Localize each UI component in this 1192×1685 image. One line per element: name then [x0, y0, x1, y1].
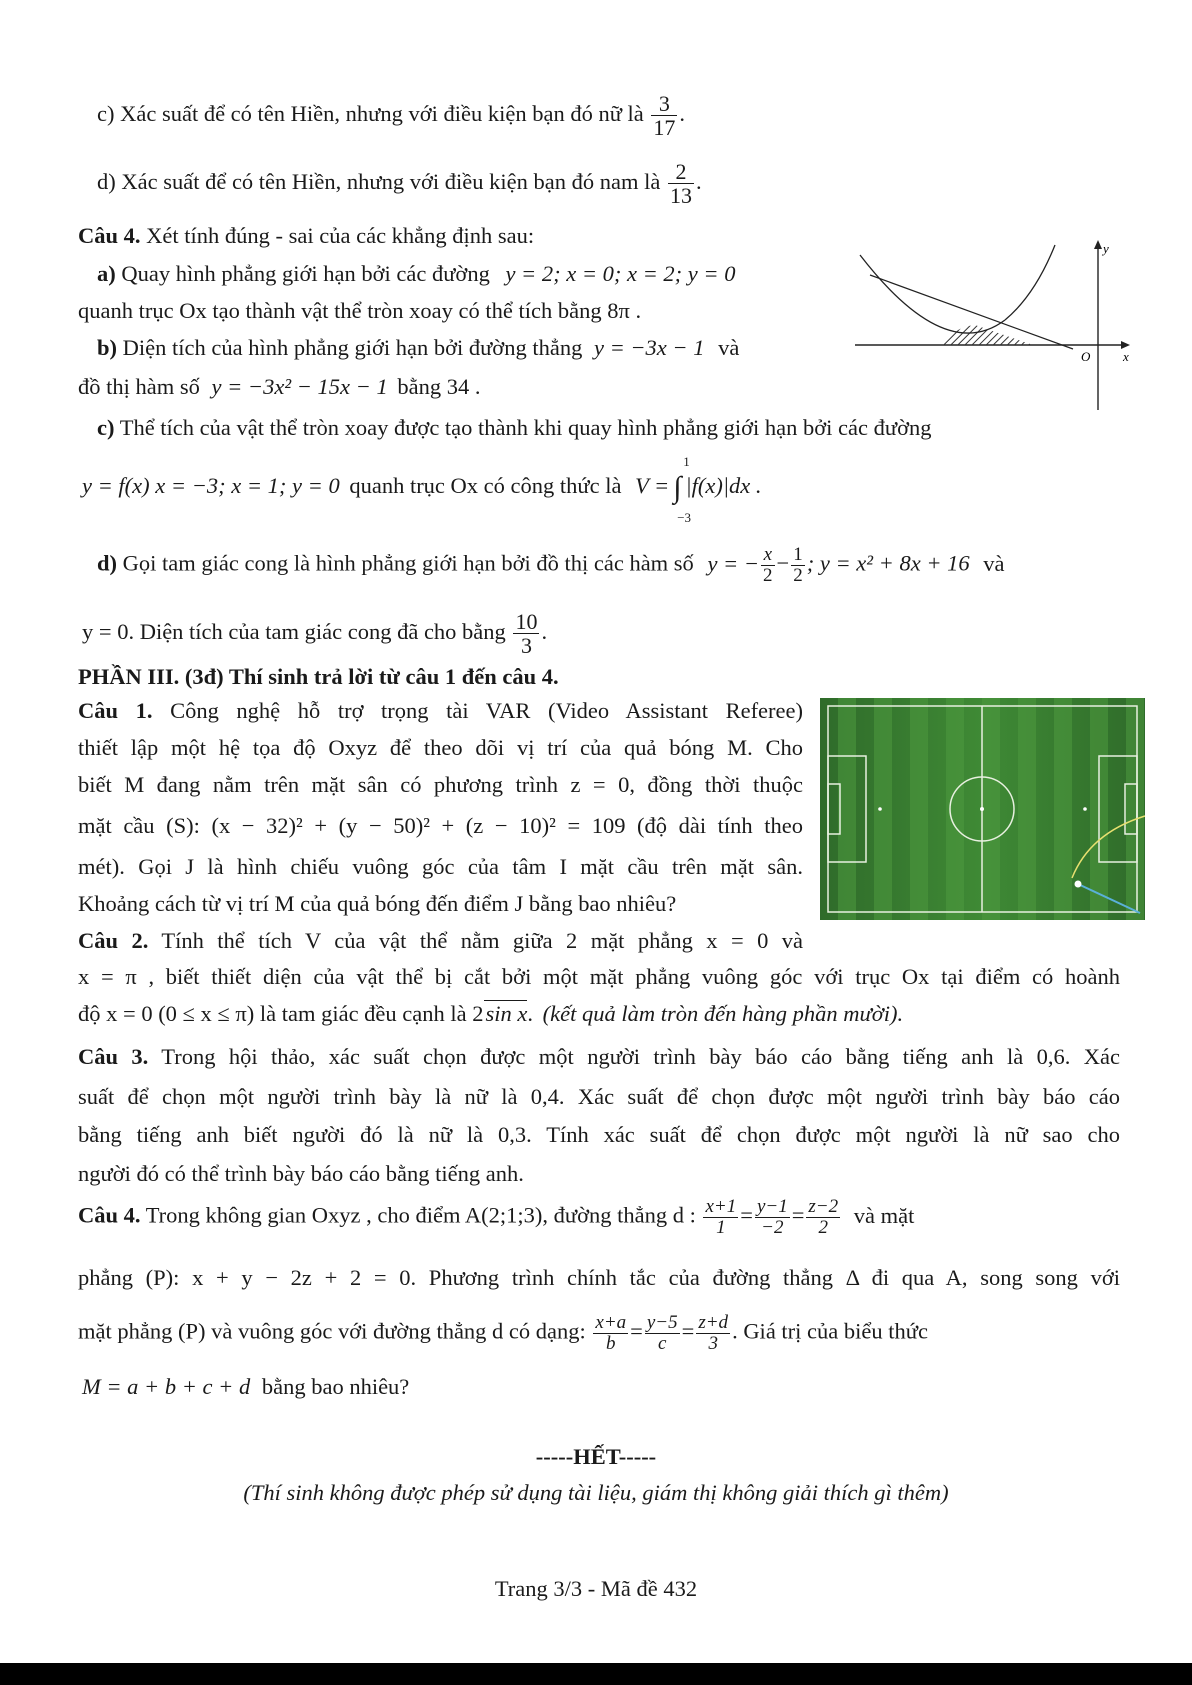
p4-line2: phẳng (P): x + y − 2z + 2 = 0. Phương trình chính tắc của đường thẳng Δ đi qua A, song song với [78, 1265, 1120, 1290]
p4-line3: mặt phẳng (P) và vuông góc với đường thẳng d có dạng: $\frac{x+a}{b}$ = $\frac{y-5}{c}$ = $\frac{z+d}{3}$ . Giá trị của biểu thức [78, 1312, 928, 1354]
part3-heading: PHẦN III. (3đ) Thí sinh trả lời từ câu 1 đến câu 4. [78, 664, 559, 689]
svg-text:O: O [1081, 349, 1091, 364]
p4-line4: M = a + b + c + d bằng bao nhiêu? [82, 1374, 410, 1399]
p3-line4: người đó có thể trình bày báo cáo bằng tiếng anh. [78, 1161, 524, 1186]
p1-line6: Khoảng cách từ vị trí M của quả bóng đến điểm J bằng bao nhiêu? [78, 891, 677, 916]
svg-text:x: x [1123, 349, 1129, 364]
page-footer: Trang 3/3 - Mã đề 432 [494, 1576, 698, 1601]
fraction: $\frac{2}{13}$ [669, 159, 692, 209]
ball [1075, 881, 1082, 888]
p4-line1: Câu 4. Trong không gian Oxyz , cho điểm A(2;1;3), đường thẳng d : $\frac{x+1}{1}$ = $\frac{y-1}{-2}$ = $\frac{z-2}{2}$ và mặt [78, 1196, 915, 1238]
q4-option-b-line2: đồ thị hàm số y = −3x² − 15x − 1 bằng 34 . [78, 374, 481, 399]
p2-line3: độ x = 0 (0 ≤ x ≤ π) là tam giác đều cạnh là 2sin x. (kết quả làm tròn đến hàng phần mười). [78, 1001, 904, 1026]
end-note: (Thí sinh không được phép sử dụng tài liệu, giám thị không giải thích gì thêm) [243, 1480, 949, 1505]
p3-line3: bằng tiếng anh biết người đó là nữ là 0,3. Tính xác suất để chọn được một người là nữ sao cho [78, 1122, 1120, 1147]
p1-line3: biết M đang nằm trên mặt sân có phương trình z = 0, đồng thời thuộc [78, 772, 803, 797]
fraction: $\frac{3}{17}$ [653, 91, 676, 141]
p3-line2: suất để chọn một người trình bày là nữ là 0,4. Xác suất để chọn được một người trình bày báo cáo [78, 1084, 1120, 1109]
q4-option-d-line2: y = 0. Diện tích của tam giác cong đã cho bằng $\frac{10}{3}$ . [82, 609, 548, 659]
football-field-image [820, 698, 1145, 920]
q4-option-b: b) Diện tích của hình phẳng giới hạn bởi đường thẳng y = −3x − 1 và [97, 335, 740, 360]
q3-option-c: c) Xác suất để có tên Hiền, nhưng với điều kiện bạn đó nữ là $\frac{3}{17}$ . [97, 91, 686, 141]
p1-line1: Câu 1. Công nghệ hỗ trợ trọng tài VAR (Video Assistant Referee) [78, 698, 804, 723]
svg-text:y: y [1103, 241, 1109, 256]
p2-line2: x = π , biết thiết diện của vật thể bị cắt bởi một mặt phẳng vuông góc với trục Ox tại điểm có hoành [78, 964, 1120, 989]
q4-option-a: a) Quay hình phẳng giới hạn bởi các đường y = 2; x = 0; x = 2; y = 0 [97, 261, 736, 286]
bottom-edge-band [0, 1663, 1192, 1685]
p1-line5: mét). Gọi J là hình chiếu vuông góc của tâm I mặt cầu trên mặt sân. [78, 854, 803, 879]
q4-option-c: c) Thể tích của vật thể tròn xoay được tạo thành khi quay hình phẳng giới hạn bởi các đường [97, 415, 932, 440]
q3-option-d: d) Xác suất để có tên Hiền, nhưng với điều kiện bạn đó nam là $\frac{2}{13}$ . [97, 159, 702, 209]
p3-line1: Câu 3. Trong hội thảo, xác suất chọn được một người trình bày báo cáo bằng tiếng anh là 0,6. Xác [78, 1044, 1121, 1069]
p1-line4: mặt cầu (S): (x − 32)² + (y − 50)² + (z − 10)² = 109 (độ dài tính theo [78, 813, 803, 838]
q4-option-d: d) Gọi tam giác cong là hình phẳng giới hạn bởi đồ thị các hàm số y = − $\frac{x}{2}$ − $\frac{1}{2}$ ; y = x² + 8x + 16 và [97, 544, 1005, 586]
parabola-curve [860, 255, 1005, 333]
q4-title: Câu 4. Xét tính đúng - sai của các khẳng định sau: [78, 223, 535, 248]
integral-sign: ∫ 1 −3 [673, 454, 692, 526]
end-marker: -----HẾT----- [535, 1444, 657, 1469]
q4-option-c-line2: y = f(x) x = −3; x = 1; y = 0 quanh trục Ox có công thức là V = ∫ 1 −3 |f(x)|dx . [82, 454, 762, 526]
p2-line1: Câu 2. Tính thể tích V của vật thể nằm giữa 2 mặt phẳng x = 0 và [78, 928, 804, 953]
p1-line2: thiết lập một hệ tọa độ Oxyz để theo dõi vị trí của quả bóng M. Cho [78, 735, 803, 760]
q4-option-a-line2: quanh trục Ox tạo thành vật thể tròn xoay có thể tích bằng 8π . [78, 298, 642, 323]
parabola-graph [855, 235, 1135, 410]
shaded-region [940, 325, 1033, 345]
